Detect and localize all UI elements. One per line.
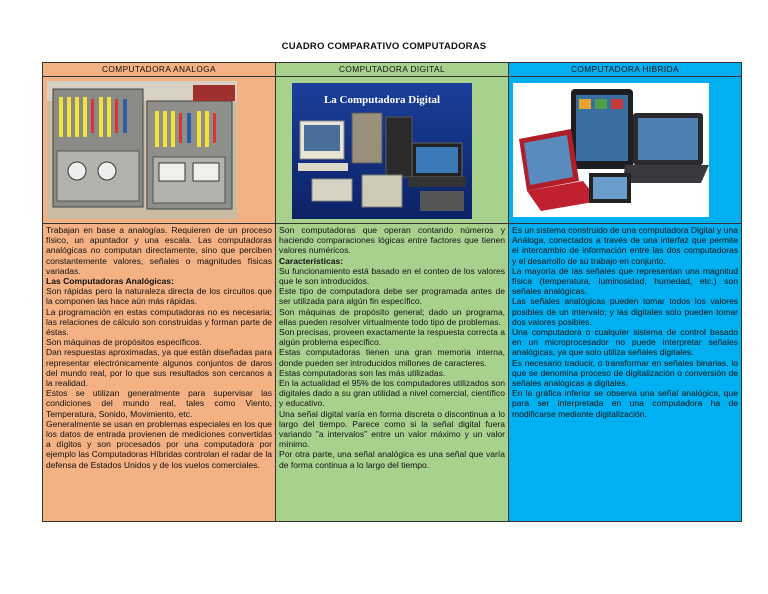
column-digital bbox=[276, 63, 509, 521]
hybrid-paragraph: La mayoría de las señales que representan una magnitud física (temperatura, luminosidad, humedad, etc.) son señales analógicas. bbox=[512, 265, 738, 297]
digital-paragraph: Por otra parte, una señal analógica es una señal que varía de forma continua a lo largo del tiempo. bbox=[279, 449, 505, 470]
digital-paragraph: Son precisas, proveen exactamente la respuesta correcta a algún problema específico. bbox=[279, 327, 505, 348]
analog-paragraph: Estos se utilizan generalmente para supervisar las condiciones del mundo real, tales como Viento, Temperatura, Sonido, Movimiento, etc. bbox=[46, 388, 272, 419]
analog-paragraph: Generalmente se usan en problemas especiales en los que los datos de entrada provienen de mediciones convertidas a dígitos y son procesados por una computadora por ejemplo las Computadoras Híbridas controlan el radar de la defensa de Estados Unidos y de los vuelos comerciales. bbox=[46, 418, 272, 470]
hybrid-paragraph: Es necesario traducir, o transformar en señales binarias, lo que se denomina proceso de digitalización o conversión de señales analógicas a digitales. bbox=[512, 357, 738, 389]
digital-paragraph: Características: bbox=[279, 255, 344, 266]
analog-paragraph: Las Computadoras Analógicas: bbox=[46, 276, 174, 287]
hybrid-paragraph: Las señales analógicas pueden tomar todos los valores posibles de un intervalo; y las digitales solo pueden tomar dos valores posibles. bbox=[512, 296, 738, 327]
digital-paragraph: Son computadoras que operan contando números y haciendo comparaciones lógicas entre factores que tienen valores numéricos. bbox=[279, 225, 505, 256]
analog-paragraph: Son rápidas pero la naturaleza directa de los circuitos que la componen las hace aún más rápidas. bbox=[46, 286, 272, 307]
hybrid-tablet-laptops-photo bbox=[513, 83, 709, 217]
digital-paragraph: Son máquinas de propósito general; dado un programa, ellas pueden resolver virtualmente todo tipo de problemas. bbox=[279, 306, 505, 327]
digital-paragraph: Estas computadoras son las más utilizadas. bbox=[279, 367, 446, 378]
analog-paragraph: Son máquinas de propósitos específicos. bbox=[46, 337, 202, 348]
hybrid-computer-image bbox=[509, 77, 741, 224]
hybrid-paragraph: En la gráfica inferior se observa una señal analógica, que para ser interpretada en una computadora ha de modificarse mediante digitalización. bbox=[512, 388, 738, 419]
column-header-digital: COMPUTADORA DIGITAL bbox=[276, 63, 508, 77]
column-header-analog: COMPUTADORA ANALOGA bbox=[43, 63, 275, 77]
hybrid-description bbox=[509, 224, 741, 419]
comparison-table bbox=[42, 62, 742, 522]
digital-description bbox=[276, 224, 508, 470]
analog-computer-image bbox=[43, 77, 275, 224]
analog-paragraph: La programación en estas computadoras no es necesaria; las relaciones de cálculo son construidas y forman parte de éstas. bbox=[46, 306, 272, 338]
column-analog bbox=[43, 63, 276, 521]
analog-paragraph: Trabajan en base a analogías. Requieren de un proceso físico, un apuntador y una escala. Las computadoras analógicas no computan directamente, sino que perciben constantemente valores, señales o magnitudes físicas variadas. bbox=[46, 225, 272, 276]
digital-paragraph: Este tipo de computadora debe ser programada antes de ser utilizada para algún fin específico. bbox=[279, 286, 505, 307]
column-hybrid bbox=[509, 63, 741, 521]
analog-description bbox=[43, 224, 275, 470]
digital-paragraph: Una señal digital varía en forma discreta o discontinua a lo largo del tiempo. Parece como si la señal digital fuera variando "a intervalos" entre un valor máximo y un valor mínimo. bbox=[279, 408, 505, 450]
analog-computer-photo bbox=[47, 81, 237, 219]
hybrid-paragraph: Es un sistema construido de una computadora Digital y una Análoga, conectados a través de una interfaz que permite el intercambio de información entre las dos computadoras y el desarrollo de su trabajo en conjunto. bbox=[512, 225, 738, 266]
hybrid-paragraph: Una computadora o cualquier sistema de control basado en un microprocesador no puede interpretar señales analógicas, ya que solo utiliza señales digitales. bbox=[512, 327, 738, 358]
digital-paragraph: En la actualidad el 95% de los computadores utilizados son digitales dado a su gran utilidad a nivel comercial, científico y educativo. bbox=[279, 378, 505, 409]
digital-computer-collage bbox=[292, 83, 472, 219]
digital-image-caption: La Computadora Digital bbox=[323, 94, 441, 106]
analog-paragraph: Dan respuestas aproximadas, ya que están diseñadas para representar electrónicamente algunos conjuntos de daros del mundo real, por lo que sus resultados son cercanos a la realidad. bbox=[46, 347, 272, 389]
digital-paragraph: Estas computadoras tienen una gran memoria interna, donde pueden ser introducidos millones de caracteres. bbox=[279, 347, 505, 368]
column-header-hybrid: COMPUTADORA HIBRIDA bbox=[509, 63, 741, 77]
digital-paragraph: Su funcionamiento está basado en el conteo de los valores que le son introducidos. bbox=[279, 265, 505, 287]
digital-computer-image bbox=[276, 77, 508, 224]
document-title: CUADRO COMPARATIVO COMPUTADORAS bbox=[281, 41, 487, 52]
